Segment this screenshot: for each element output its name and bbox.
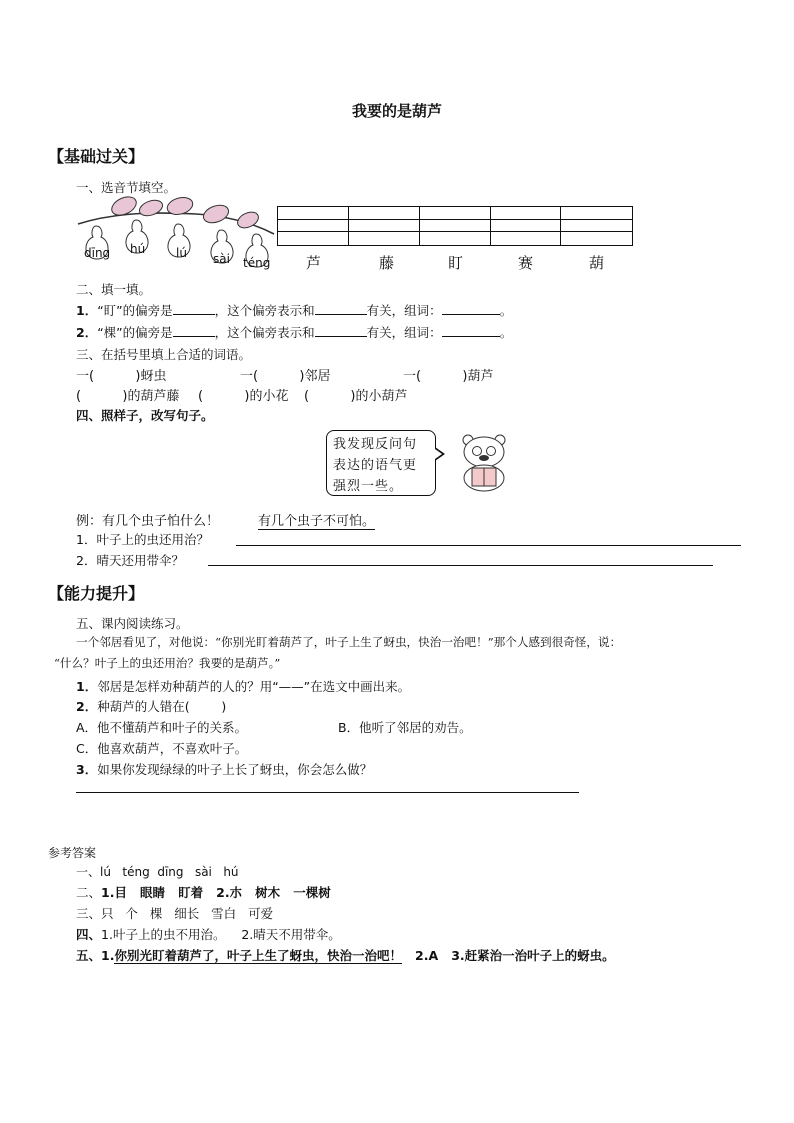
answers-heading: 参考答案 — [48, 846, 97, 860]
option-c[interactable]: C．他喜欢葫芦，不喜欢叶子。 — [76, 741, 248, 756]
q4-heading: 四、照样子，改写句子。 — [76, 408, 214, 423]
answer-5: 五、1.你别光盯着葫芦了，叶子上生了蚜虫，快治一治吧！ 2.A 3.赶紧治一治叶子上的蚜虫。 — [76, 948, 615, 963]
example-answer: 有几个虫子不可怕。 — [258, 510, 375, 530]
bear-reading-icon — [458, 432, 512, 492]
answer-blank[interactable] — [173, 324, 215, 337]
hanzi-char: 葫 — [589, 254, 605, 272]
answer-1: 一、lú téng dīng sài hú — [76, 865, 239, 879]
answer-3: 三、只 个 棵 细长 雪白 可爱 — [76, 906, 274, 921]
q1-heading: 一、选音节填空。 — [76, 180, 177, 195]
q3-fill-item[interactable]: 一( )葫芦 — [403, 369, 494, 384]
hanzi-char: 赛 — [518, 254, 534, 272]
example-row: 例：有几个虫子怕什么！ — [76, 514, 220, 529]
q2-heading: 二、填一填。 — [76, 282, 152, 297]
bubble-text: 我发现反问句表达的语气更强烈一些。 — [333, 437, 418, 494]
answer-blank[interactable] — [442, 324, 500, 337]
q3-fill-item[interactable]: ( )的小花 — [198, 389, 289, 404]
answer-blank[interactable] — [315, 324, 367, 337]
q5-item-2: 2．种葫芦的人错在( ) — [76, 699, 227, 714]
q5-heading: 五、课内阅读练习。 — [76, 616, 189, 631]
hanzi-char: 盯 — [448, 254, 464, 272]
hanzi-char: 芦 — [306, 254, 322, 272]
pinyin-option: dīng — [84, 246, 111, 260]
pinyin-writing-grid[interactable] — [277, 206, 633, 246]
section-basic: 【基础过关】 — [48, 147, 145, 166]
answer-4: 四、1.叶子上的虫不用治。 2.晴天不用带伞。 — [76, 927, 341, 942]
q4-item-1: 1．叶子上的虫还用治？ — [76, 532, 209, 547]
q2-item-1: 1．“盯”的偏旁是 ，这个偏旁表示和 有关，组词： 。 — [76, 303, 513, 318]
reading-passage: 一个邻居看见了，对他说：“你别光盯着葫芦了，叶子上生了蚜虫，快治一治吧！”那个人感到很奇怪，说： — [76, 635, 622, 649]
reading-passage: “什么？叶子上的虫还用治？我要的是葫芦。” — [54, 656, 281, 670]
leaf — [137, 197, 164, 218]
pinyin-option: hú — [130, 242, 146, 256]
q5-item-1: 1．邻居是怎样劝种葫芦的人的？用“——”在选文中画出来。 — [76, 679, 411, 694]
leaf — [235, 209, 261, 231]
q2-item-2: 2．“棵”的偏旁是 ，这个偏旁表示和 有关，组词： 。 — [76, 325, 513, 340]
q4-item-2: 2．晴天还用带伞？ — [76, 553, 184, 568]
answer-blank[interactable] — [442, 302, 500, 315]
page-title: 我要的是葫芦 — [351, 102, 442, 120]
q3-fill-item[interactable]: 一( )蚜虫 — [76, 369, 167, 384]
q5-item-3: 3．如果你发现绿绿的叶子上长了蚜虫，你会怎么做？ — [76, 762, 373, 777]
option-b[interactable]: B．他听了邻居的劝告。 — [338, 720, 472, 735]
pinyin-option: sài — [213, 252, 230, 266]
answer-blank[interactable] — [173, 302, 215, 315]
q3-fill-item[interactable]: 一( )邻居 — [240, 369, 331, 384]
answer-2: 二、1.目 眼睛 盯着 2.朩 树木 一棵树 — [76, 885, 331, 900]
hanzi-char: 藤 — [379, 254, 395, 272]
pinyin-option: téng — [243, 256, 271, 270]
answer-blank[interactable] — [315, 302, 367, 315]
q3-fill-item[interactable]: ( )的葫芦藤 — [76, 389, 180, 404]
q3-heading: 三、在括号里填上合适的词语。 — [76, 347, 252, 362]
section-ability: 【能力提升】 — [48, 584, 145, 603]
pinyin-option: lú — [176, 246, 187, 260]
speech-bubble — [326, 430, 436, 496]
option-a[interactable]: A．他不懂葫芦和叶子的关系。 — [76, 720, 248, 735]
q3-fill-item[interactable]: ( )的小葫芦 — [304, 389, 408, 404]
answer-line[interactable] — [76, 792, 579, 793]
answer-line[interactable] — [208, 565, 713, 566]
leaf — [201, 202, 231, 226]
answer-line[interactable] — [236, 545, 741, 546]
